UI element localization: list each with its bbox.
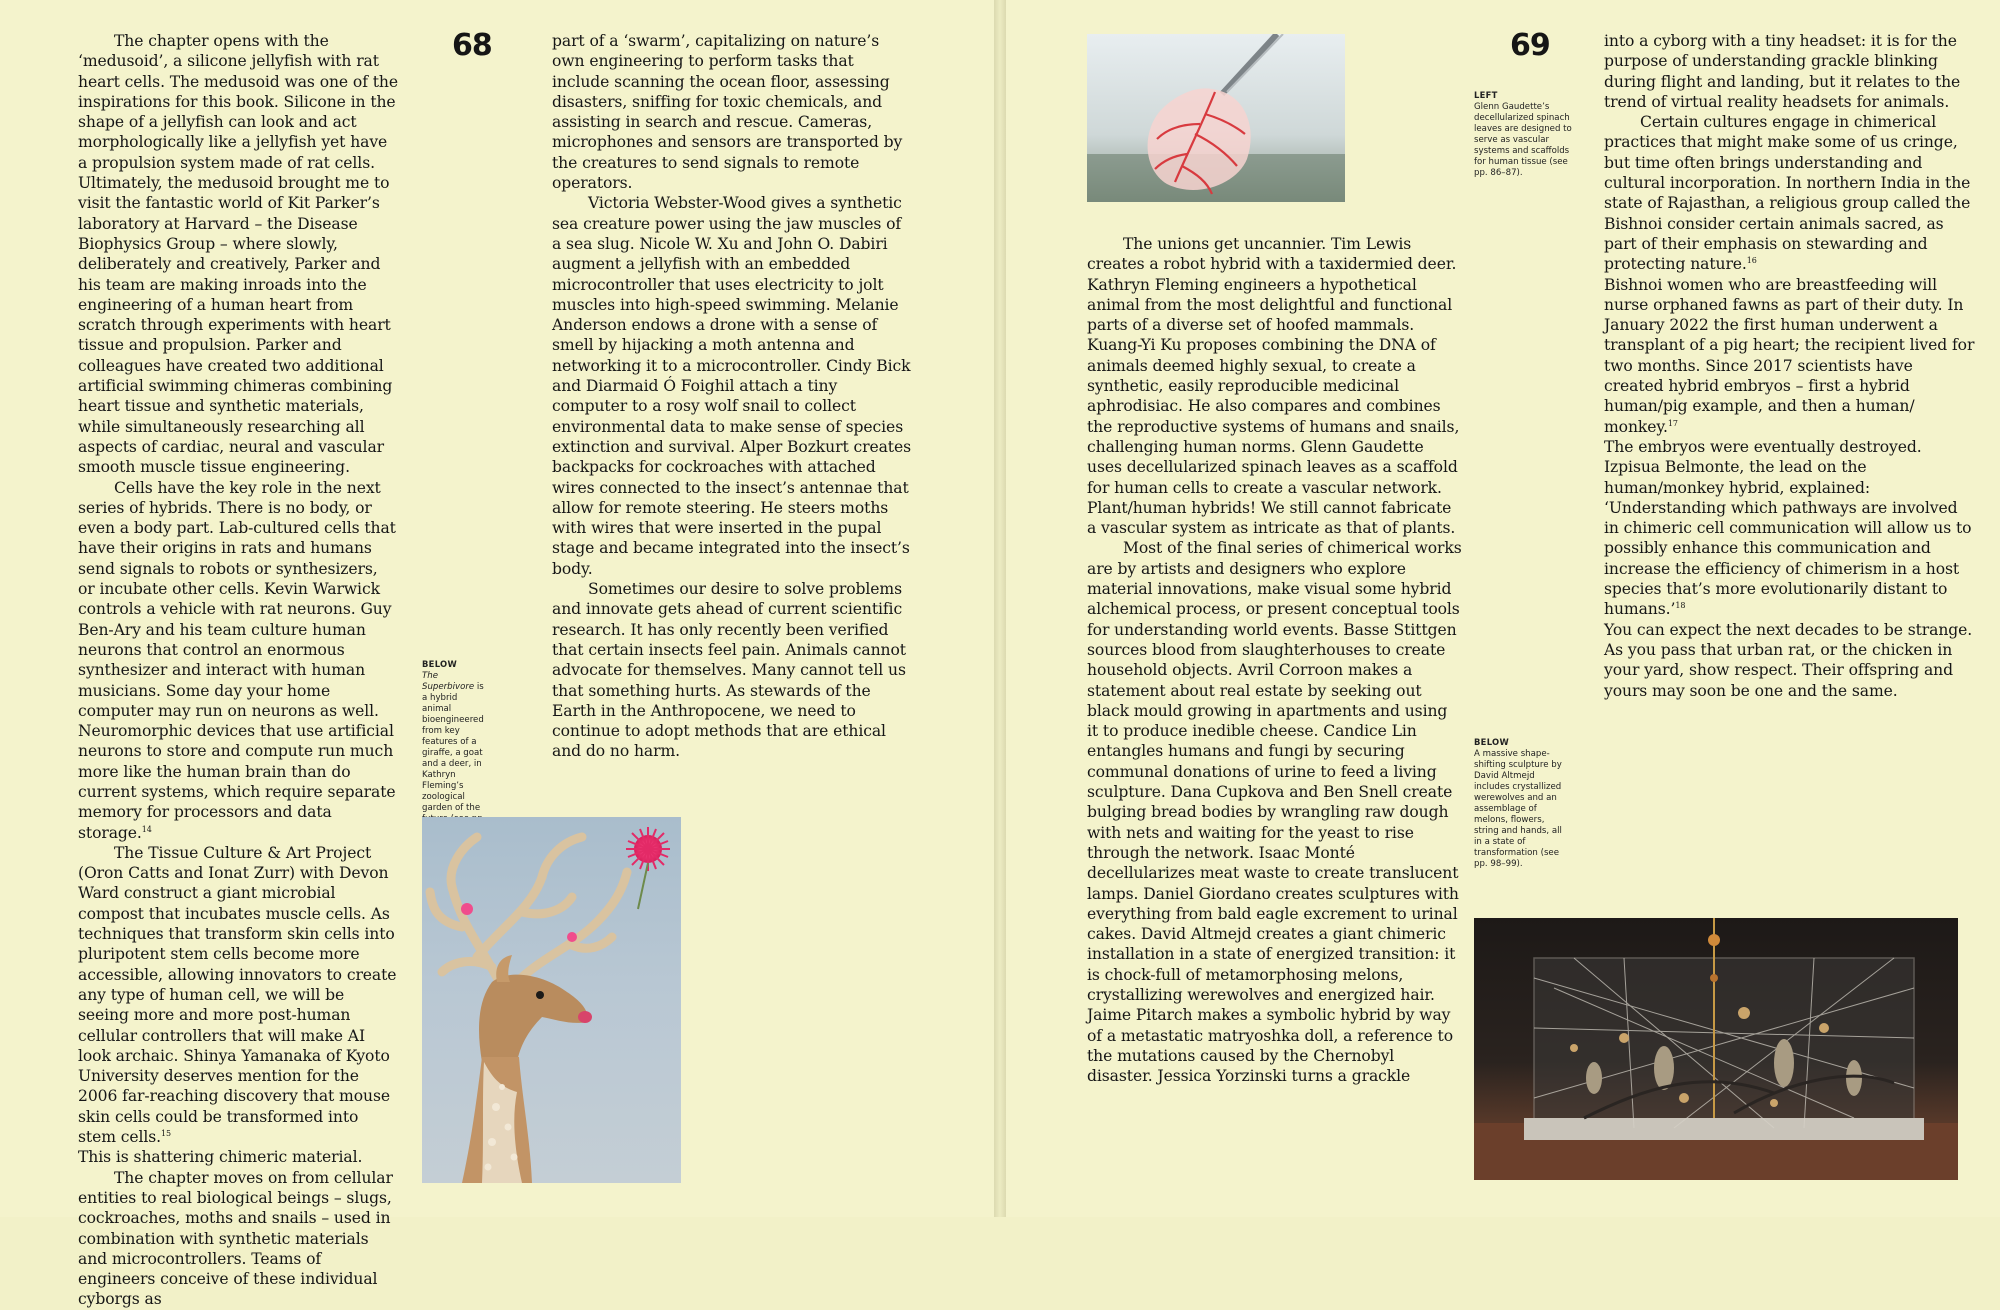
caption-text: A massive shape-shifting sculpture by David Altmejd includes crystallized werewolves and an assemblage of melons, flowers, string and hands, all in a state of transformation (see pp. 98–99). [1474, 749, 1562, 869]
paragraph: The chapter opens with the ‘medusoid’, a silicone jellyfish with rat heart cells. The medusoid was one of the inspirations for this book. Silicone in the shape of a jellyfish can look and act morphologically like a jellyfish yet have a propulsion system made of rat cells. Ultimately, the medusoid brought me to visit the fantastic world of Kit Parker’s laboratory at Harvard – the Disease Biophysics Group – where slowly, deliberately and creatively, Parker and his team are making inroads into the engineering of a human heart from scratch through experiments with heart tissue and propulsion. Parker and colleagues have created two additional artificial swimming chimeras combining heart tissue and synthetic materials, while simultaneously researching all aspects of cardiac, neural and vascular smooth muscle tissue engineering. [78, 32, 398, 477]
caption-tag: BELOW [422, 659, 457, 669]
paragraph: Sometimes our desire to solve problems and innovate gets ahead of current scientific research. It has only recently been verified that certain insects feel pain. Animals cannot advocate for themselves. Many cannot tell us that something hurts. As stewards of the Earth in the Anthropocene, we need to continue to adopt methods that are ethical and do no harm. [552, 580, 906, 761]
paragraph: Victoria Webster-Wood gives a synthetic sea creature power using the jaw muscles of a sea slug. Nicole W. Xu and John O. Dabiri augment a jellyfish with an embedded microcontroller that uses electricity to jolt muscles into high-speed swimming. Melanie Anderson endows a drone with a sense of smell by hijacking a moth antenna and networking it to a microcontroller. Cindy Bick and Diarmaid Ó Foighil attach a tiny computer to a rosy wolf snail to collect environmental data to make sense of species extinction and survival. Alper Bozkurt creates backpacks for cockroaches with attached wires connected to the insect’s antennae that allow for remote steering. He steers moths with wires that were inserted in the pupal stage and became integrated into the insect’s body. [552, 194, 911, 578]
right-column-1 [1087, 234, 1462, 1086]
caption-text: Glenn Gaudette’s decellularized spinach leaves are designed to serve as vascular systems and scaffolds for human tissue (see pp. 86–87). [1474, 102, 1572, 178]
left-page [0, 0, 994, 1309]
paragraph: You can expect the next decades to be strange. As you pass that urban rat, or the chicken in your yard, show respect. Their offspring and yours may soon be one and the same. [1604, 620, 1973, 700]
caption-tag: BELOW [1474, 737, 1509, 747]
paragraph: This is shattering chimeric material. [78, 1148, 363, 1167]
paragraph: Bishnoi women who are breastfeeding will nurse orphaned fawns as part of their duty. In January 2022 the first human underwent a transplant of a pig heart; the recipient lived for two months. Since 2017 scientists have created hybrid embryos – first a hybrid human/pig example, and then a human/ monkey.$^{17}$ [1604, 275, 1975, 436]
paragraph: The unions get uncannier. Tim Lewis creates a robot hybrid with a taxidermied deer. Kathryn Fleming engineers a hypothetical animal from the most delightful and functional parts of a diverse set of hoofed mammals. Kuang-Yi Ku proposes combining the DNA of animals deemed highly sexual, to create a synthetic, easily reproducible medicinal aphrodisiac. He also compares and combines the reproductive systems of humans and snails, challenging human norms. Glenn Gaudette uses decellularized spinach leaves as a scaffold for human cells to create a vascular network. Plant/human hybrids! We still cannot fabricate a vascular system as intricate as that of plants. [1087, 235, 1460, 538]
paragraph: Most of the final series of chimerical works are by artists and designers who explore material innovations, make visual some hybrid alchemical process, or present conceptual tools for understanding world events. Basse Stittgen sources blood from slaughterhouses to create household objects. Avril Corroon makes a statement about real estate by seeking out black mould growing in apartments and using it to produce inedible cheese. Candice Lin entangles humans and fungi by securing communal donations of urine to feed a living sculpture. Dana Cupkova and Ben Snell create bulging bread bodies by wrangling raw dough with nets and waiting for the yeast to rise through the network. Isaac Monté decellularizes meat waste to create translucent lamps. Daniel Giordano creates sculptures with everything from bald eagle excrement to urinal cakes. David Altmejd creates a giant chimeric installation in a state of energized transition: it is chock-full of metamorphosing melons, crystallizing werewolves and energized hair. Jaime Pitarch makes a symbolic hybrid by way of a metastatic matryoshka doll, a reference to the mutations caused by the Chernobyl disaster. Jessica Yorzinski turns a grackle [1087, 539, 1462, 1086]
left-column-1 [78, 31, 398, 1310]
footnote-ref[interactable]: 18 [1675, 601, 1686, 611]
right-column-2 [1604, 31, 1976, 701]
page-number: 69 [1510, 28, 1550, 63]
caption-altmejd [1474, 737, 1570, 870]
caption-spinach [1474, 90, 1578, 179]
right-page [1006, 0, 2000, 1217]
spinach-leaf-photo [1087, 34, 1345, 202]
page-number: 68 [452, 28, 492, 63]
paragraph: The Tissue Culture & Art Project (Oron Catts and Ionat Zurr) with Devon Ward construct a giant microbial compost that incubates muscle cells. As techniques that transform skin cells into pluripotent stem cells become more accessible, allowing innovators to create any type of human cell, we will be seeing more and more post-human cellular controllers that will make AI look archaic. Shinya Yamanaka of Kyoto University deserves mention for the 2006 far-reaching discovery that mouse skin cells could be transformed into stem cells.$^{15}$ [78, 843, 397, 1147]
caption-superbivore [422, 659, 488, 836]
footnote-ref[interactable]: 17 [1667, 418, 1678, 428]
paragraph: Cells have the key role in the next series of hybrids. There is no body, or even a body part. Lab-cultured cells that have their origins in rats and humans send signals to robots or synthesizers, or incubate other cells. Kevin Warwick controls a vehicle with rat neurons. Guy Ben-Ary and his team culture human neurons that control an enormous synthesizer and interact with human musicians. Some day your home computer may run on neurons as well. Neuromorphic devices that use artificial neurons to store and compute run much more like the human brain than do current systems, which require separate memory for processors and data storage.$^{14}$ [78, 478, 396, 842]
footnote-ref[interactable]: 15 [161, 1128, 172, 1138]
superbivore-image [422, 817, 681, 1183]
left-column-2 [552, 31, 912, 762]
paragraph: into a cyborg with a tiny headset: it is for the purpose of understanding grackle blinking during flight and landing, but it relates to the trend of virtual reality headsets for animals. [1604, 32, 1961, 111]
footnote-ref[interactable]: 16 [1746, 256, 1757, 266]
caption-text: is a hybrid animal bioengineered from key features of a giraffe, a goat and a deer, in Kathryn Fleming’s zoological garden of the [422, 682, 484, 813]
altmejd-installation-image [1474, 918, 1958, 1180]
paragraph: Certain cultures engage in chimerical practices that might make some of us cringe, but time often brings understanding and cultural incorporation. In northern India in the state of Rajasthan, a religious group called the Bishnoi consider certain animals sacred, as part of their emphasis on stewarding and protecting nature.$^{16}$ [1604, 113, 1971, 274]
caption-title: The Superbivore [422, 671, 475, 692]
book-gutter [994, 0, 1006, 1217]
caption-tag: LEFT [1474, 90, 1498, 100]
paragraph: The embryos were eventually destroyed. Izpisua Belmonte, the lead on the human/monkey hybrid, explained: ‘Understanding which pathways are involved in chimeric cell communication will allow us to possibly enhance this communication and increase the efficiency of chimerism in a host species that’s more evolutionarily distant to humans.’$^{18}$ [1604, 437, 1972, 619]
paragraph: part of a ‘swarm’, capitalizing on nature’s own engineering to perform tasks that include scanning the ocean floor, assessing disasters, sniffing for toxic chemicals, and assisting in search and rescue. Cameras, microphones and sensors are transported by the creatures to send signals to remote operators. [552, 32, 903, 193]
paragraph: The chapter moves on from cellular entities to real biological beings – slugs, cockroaches, moths and snails – used in combination with synthetic materials and microcontrollers. Teams of engineers conceive of these individual cyborgs as [78, 1168, 393, 1309]
spinach-leaf-image [1087, 34, 1345, 202]
altmejd-installation-photo [1474, 918, 1958, 1180]
superbivore-photo [422, 817, 681, 1183]
footnote-ref[interactable]: 14 [141, 824, 152, 834]
